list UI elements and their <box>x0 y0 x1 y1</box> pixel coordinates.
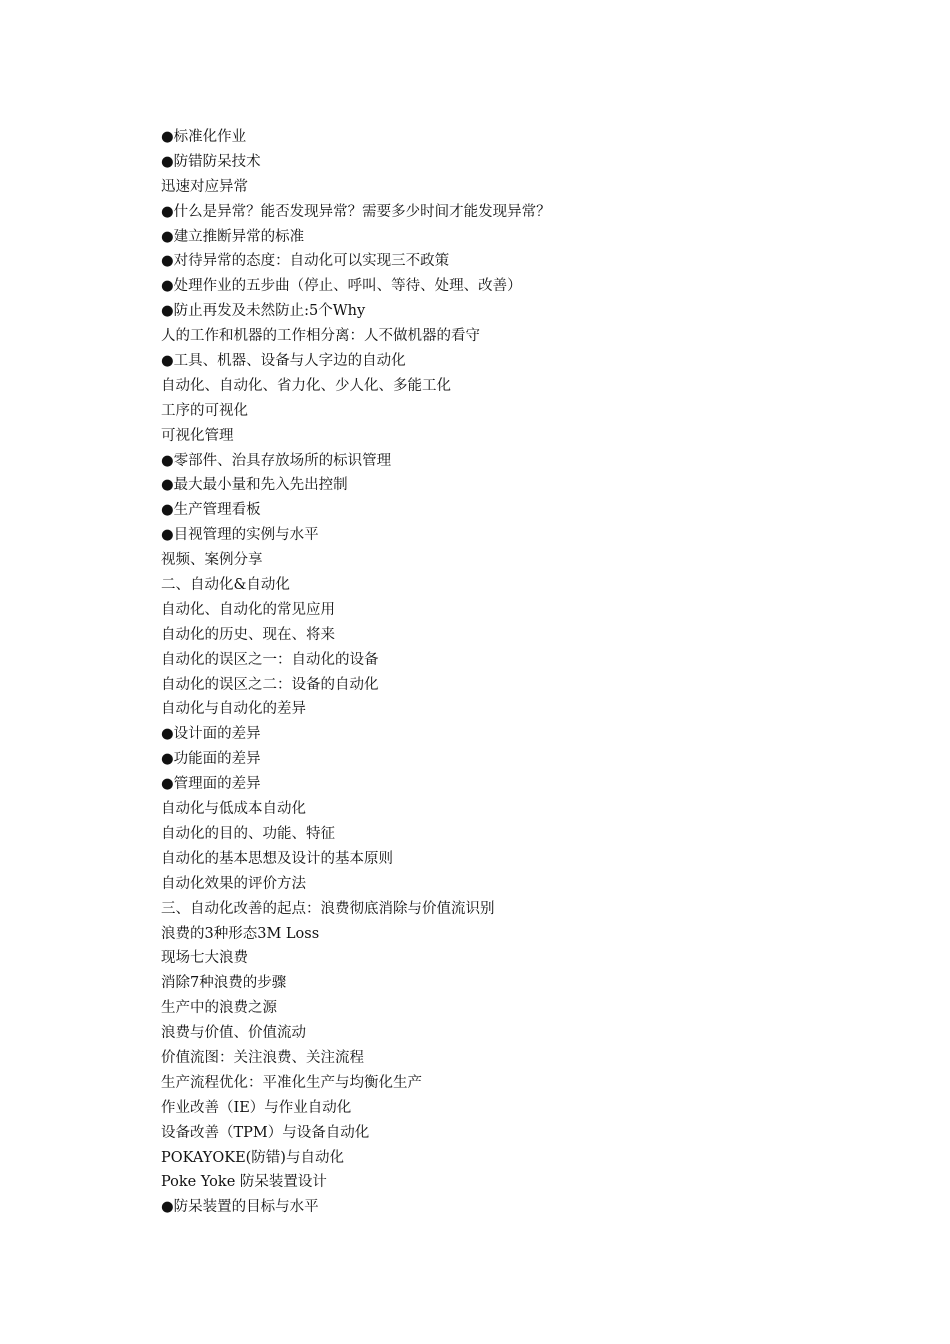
text-line: 自动化的目的、功能、特征 <box>161 825 335 842</box>
text-line: 设备改善（TPM）与设备自动化 <box>161 1124 370 1141</box>
text-line: 迅速对应异常 <box>161 178 248 195</box>
text-line: ●标准化作业 <box>161 129 247 145</box>
text-line: ●防呆装置的目标与水平 <box>161 1199 319 1216</box>
text-line: 视频、案例分享 <box>161 552 263 569</box>
text-line: ●工具、机器、设备与人字边的自动化 <box>161 353 406 370</box>
text-line: 浪费的3种形态3M Loss <box>161 925 320 942</box>
text-line: ●对待异常的态度：自动化可以实现三不政策 <box>161 253 450 270</box>
text-line: ●生产管理看板 <box>161 502 261 519</box>
text-line: 自动化与低成本自动化 <box>161 801 306 818</box>
text-line: ●建立推断异常的标准 <box>161 228 305 245</box>
text-line: ●管理面的差异 <box>161 776 261 793</box>
document-body <box>161 125 861 1220</box>
text-line: ●防错防呆技术 <box>161 153 261 170</box>
text-line: 三、自动化改善的起点：浪费彻底消除与价值流识别 <box>161 900 495 917</box>
text-line: 自动化的误区之一：自动化的设备 <box>161 651 379 668</box>
text-line: 浪费与价值、价值流动 <box>161 1025 306 1042</box>
text-line: 二、自动化&自动化 <box>161 577 290 594</box>
text-line: 价值流图：关注浪费、关注流程 <box>161 1049 364 1066</box>
text-line: ●零部件、治具存放场所的标识管理 <box>161 452 392 469</box>
text-line: 自动化效果的评价方法 <box>161 875 306 892</box>
text-line: ●什么是异常？能否发现异常？需要多少时间才能发现异常？ <box>161 203 551 220</box>
text-line: Poke Yoke 防呆装置设计 <box>161 1174 327 1191</box>
text-line: 人的工作和机器的工作相分离：人不做机器的看守 <box>161 328 480 345</box>
text-line: ●目视管理的实例与水平 <box>161 527 319 544</box>
text-line: ●防止再发及未然防止:5个Why <box>161 303 366 320</box>
text-line: 自动化的误区之二：设备的自动化 <box>161 676 379 693</box>
text-line: 可视化管理 <box>161 427 234 444</box>
text-line: ●最大最小量和先入先出控制 <box>161 477 348 494</box>
text-line: 消除7种浪费的步骤 <box>161 975 287 992</box>
text-line: 自动化、自动化、省力化、少人化、多能工化 <box>161 377 451 394</box>
text-line: 自动化的历史、现在、将来 <box>161 626 335 643</box>
text-line: ●设计面的差异 <box>161 726 261 743</box>
text-line: 自动化、自动化的常见应用 <box>161 601 335 618</box>
text-line: 自动化与自动化的差异 <box>161 701 306 718</box>
text-line: 工序的可视化 <box>161 402 248 419</box>
text-line: 自动化的基本思想及设计的基本原则 <box>161 850 393 867</box>
text-line: ●处理作业的五步曲（停止、呼叫、等待、处理、改善） <box>161 278 522 295</box>
text-line: POKAYOKE(防错)与自动化 <box>161 1149 344 1166</box>
text-line: ●功能面的差异 <box>161 751 261 768</box>
text-line: 现场七大浪费 <box>161 950 248 967</box>
text-line: 生产中的浪费之源 <box>161 1000 277 1017</box>
text-line: 作业改善（IE）与作业自动化 <box>161 1099 352 1116</box>
text-line: 生产流程优化：平准化生产与均衡化生产 <box>161 1074 422 1091</box>
